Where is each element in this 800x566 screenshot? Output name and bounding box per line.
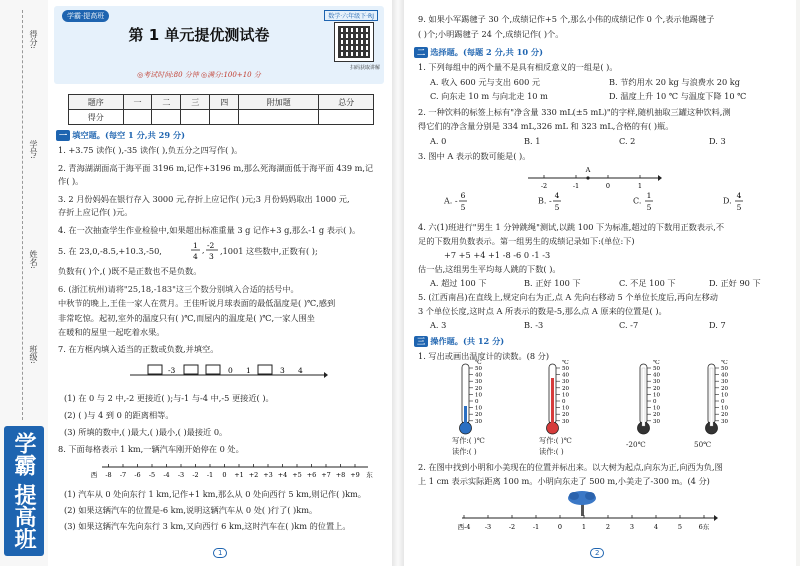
fraction [644, 190, 654, 212]
score-row-label: 得分 [69, 110, 124, 125]
question-line: 5. (江西南昌)在直线上,规定向右为正,点 A 先向右移动 5 个单位长度后,再向左移动 [418, 292, 718, 302]
question-line: (1) 在 0 与 2 中,-2 更接近( );与-1 与-4 中,-5 更接近( )。 [64, 393, 274, 403]
nl7-label: -3 [168, 366, 176, 375]
thermo-tick-label: 10 [653, 392, 660, 399]
option[interactable]: C. 不足 100 下 [619, 278, 676, 288]
nl8-label: -1 [206, 471, 214, 479]
nl8-label: +6 [306, 471, 317, 479]
option[interactable]: D. 正好 90 下 [709, 278, 761, 288]
nl7-label: 4 [298, 366, 303, 375]
section-title: 填空题。(每空 1 分,共 29 分) [72, 130, 185, 140]
thermo-liquid [551, 378, 554, 426]
thermo-tick-label: 0 [475, 399, 479, 405]
answer-box[interactable] [184, 365, 198, 374]
book-gutter [392, 0, 404, 566]
thermo-tick-label: 20 [562, 385, 569, 392]
section-choice [414, 47, 543, 58]
question-line: 7. 在方框内填入适当的正数或负数,并填空。 [58, 344, 219, 354]
page-number: 1 [213, 548, 227, 558]
question-line: 2. 青海湖湖面高于海平面 3196 m,记作+3196 m,那么死海湖面低于海平面 439 m,记 [58, 163, 374, 173]
option[interactable]: B. 正好 100 下 [524, 278, 581, 288]
comma: , [202, 246, 205, 255]
option-letter: D. [723, 196, 735, 206]
thermo-tick-label: 10 [721, 405, 728, 412]
thermo-tick-label: 30 [562, 379, 569, 386]
tree-nl-label: 5 [677, 523, 683, 531]
thermo-column [710, 368, 713, 426]
score-cell[interactable] [123, 110, 152, 125]
thermo-caption: 读作:( ) [452, 447, 477, 456]
thermo-unit: ℃ [721, 360, 728, 366]
question-line: 上 1 cm 表示实际距离 100 m。小明向东走了 500 m,小美走了-300 m。(4 分) [418, 476, 710, 486]
option[interactable]: D. 温度上升 10 ℃ 与温度下降 10 ℃ [609, 91, 747, 101]
score-header-cell: 题序 [69, 95, 124, 110]
axis-arrow [324, 372, 328, 378]
tree-nl-label: 2 [605, 523, 611, 531]
question-line: 4. 在一次抽查学生作业检验中,如果超出标准重量 3 g 记作+3 g,那么-1 g 表示( )。 [58, 225, 361, 235]
question-line: 4. 六(1)班进行"男生 1 分钟跳绳"测试,以跳 100 下为标准,超过的下数用正数表示,不 [418, 222, 725, 232]
thermo-tick-label: 30 [475, 379, 482, 386]
nl8-label: -3 [177, 471, 185, 479]
question-line: 1. 写出或画出温度计的读数。(8 分) [418, 351, 550, 361]
tree-nl-label: 西-4 [457, 523, 471, 531]
score-table [68, 94, 374, 125]
fraction [734, 190, 744, 212]
option[interactable] [538, 190, 562, 212]
option[interactable] [444, 190, 468, 212]
question-line: 3. 图中 A 表示的数可能是( )。 [418, 151, 531, 161]
thermo-tick-label: 50 [653, 366, 660, 372]
axis-arrow [714, 515, 718, 521]
question-line: (3) 如果这辆汽车先向东行 3 km,又向西行 6 km,这时汽车在( )km 的位置上。 [64, 521, 351, 531]
thermo-tick-label: 30 [653, 418, 660, 425]
thermo-liquid [464, 406, 467, 426]
thermo-tick-label: 40 [721, 372, 728, 379]
option[interactable]: C. -7 [619, 320, 639, 330]
data-row: +7 +5 +4 +1 -8 -6 0 -1 -3 [444, 250, 551, 260]
thermo-caption: 读作:( ) [539, 447, 564, 456]
nl8-label: +8 [335, 471, 346, 479]
option[interactable]: A. 收入 600 元与支出 600 元 [430, 77, 541, 87]
option[interactable]: A. 超过 100 下 [430, 278, 487, 288]
nl7-label: 0 [228, 366, 233, 375]
fraction [552, 190, 562, 212]
question-line: 中秋节的晚上,王佳一家人在赏月。王佳听说月球表面的最低温度是( )℃,感到 [58, 298, 336, 308]
thermo-caption: 写作:( )℃ [452, 436, 485, 445]
thermo-caption: -20℃ [626, 440, 646, 449]
fraction-numerator: 4 [554, 191, 560, 200]
question-line: 在暖和的屋里一起吃着水果。 [58, 327, 165, 337]
nl8-label: +7 [321, 471, 331, 479]
question-line: 9. 如果小军踢毽子 30 个,成绩记作+5 个,那么小伟的成绩记作 0 个,表示他踢毽子 [418, 14, 715, 24]
fraction-denominator: 5 [554, 203, 560, 212]
option[interactable] [633, 190, 654, 212]
thermo-tick-label: 0 [721, 399, 725, 405]
nl7-label: 3 [280, 366, 285, 375]
thermo-unit: ℃ [653, 360, 660, 366]
question-line: (2) ( )与 4 到 0 的距离相等。 [64, 410, 174, 420]
thermo-tick-label: 20 [721, 385, 728, 392]
question-line: 作( )。 [58, 176, 84, 186]
fraction-pair [190, 239, 220, 263]
thermo-tick-label: 30 [653, 379, 660, 386]
fraction-numerator: 1 [193, 241, 198, 250]
margin-score-label: 得分: [29, 30, 38, 49]
score-header-cell: 四 [210, 95, 239, 110]
section-operation [414, 336, 504, 347]
question-line: 估一估,这组男生平均每人跳的下数( )。 [418, 264, 561, 274]
section-title: 操作题。(共 12 分) [430, 336, 505, 346]
fraction-denominator: 5 [460, 203, 465, 212]
nl7-label: 1 [246, 366, 251, 375]
thermo-tick-label: 30 [475, 418, 482, 425]
q3-nl-label: 1 [637, 182, 643, 190]
section-number: 三 [414, 336, 428, 347]
point-a [586, 176, 589, 179]
thermo-tick-label: 10 [721, 392, 728, 399]
tree-nl-label: 1 [581, 523, 587, 531]
thermo-caption: 50℃ [694, 440, 712, 449]
fraction-denominator: 5 [646, 203, 652, 212]
nl8-label: -5 [148, 471, 156, 479]
nl8-label: 0 [222, 471, 227, 479]
number-line-q3 [524, 164, 664, 190]
score-table-row [69, 110, 374, 125]
binding-margin [0, 0, 48, 566]
cut-line [22, 10, 23, 420]
fraction-numerator: 1 [646, 191, 652, 200]
section-title: 选择题。(每题 2 分,共 10 分) [430, 47, 543, 57]
option[interactable]: B. 1 [524, 136, 541, 146]
header-band [54, 6, 384, 84]
score-cell[interactable] [239, 110, 319, 125]
page-left [48, 0, 392, 566]
thermo-tick-label: 50 [562, 366, 569, 372]
thermo-tick-label: 10 [562, 392, 569, 399]
q3-nl-label: A [585, 166, 591, 174]
thermo-tick-label: 20 [475, 412, 482, 419]
fraction-numerator: 6 [460, 191, 465, 200]
option[interactable]: D. 7 [709, 320, 726, 330]
question-line: 3. 2 月份妈妈在银行存入 3000 元,存折上应记作( )元;3 月份妈妈取出 1000 元, [58, 194, 350, 204]
question-line: 6. (浙江杭州)请将"25,18,-183"这三个数分别填入合适的括号中。 [58, 284, 299, 294]
question-line: (2) 如果这辆汽车的位置是-6 km,说明这辆汽车从 0 处( )行了( )km。 [64, 505, 318, 515]
number-line-tree [434, 488, 734, 532]
qr-code[interactable] [334, 22, 374, 62]
option-letter: B. - [538, 196, 552, 206]
option[interactable]: B. 节约用水 20 kg 与浪费水 20 kg [609, 77, 740, 87]
score-cell[interactable] [152, 110, 181, 125]
number-line-q8 [90, 460, 380, 482]
tree-nl-label: -1 [532, 523, 540, 531]
question-line: 足的下数用负数表示。第一组男生的成绩记录如下:(单位:下) [418, 236, 635, 246]
question-line: (3) 所填的数中,( )最大,( )最小,( )最接近 0。 [64, 427, 228, 437]
thermo-tick-label: 10 [475, 405, 482, 412]
thermo-tick-label: 10 [475, 392, 482, 399]
tree-icon [568, 491, 596, 516]
option[interactable]: C. 2 [619, 136, 636, 146]
fraction-numerator: -2 [207, 241, 215, 250]
thermometer-icon[interactable] [698, 360, 758, 438]
section-number: 一 [56, 130, 70, 141]
tree-nl-label: 3 [629, 523, 635, 531]
question-line: 1. +3.75 读作( ),-35 读作( ),负五分之四写作( )。 [58, 145, 243, 155]
thermo-tick-label: 30 [721, 379, 728, 386]
question-line: 5. 在 23,0,-8.5,+10.3,-50, [58, 246, 162, 256]
question-line: ,1001 这些数中,正数有( ); [220, 246, 318, 256]
section-fill-in [56, 130, 185, 141]
nl8-label: -7 [119, 471, 127, 479]
tree-nl-label: -3 [484, 523, 492, 531]
nl8-label: +1 [234, 471, 244, 479]
thermo-tick-label: 20 [653, 385, 660, 392]
nl8-label: +9 [350, 471, 360, 479]
question-line: 8. 下面每格表示 1 km,一辆汽车刚开始停在 0 处。 [58, 444, 244, 454]
thermometer-icon[interactable] [452, 360, 512, 438]
thermo-tick-label: 40 [653, 372, 660, 379]
thermometer-icon[interactable] [539, 360, 599, 438]
thermo-tick-label: 40 [475, 372, 482, 379]
thermo-tick-label: 40 [562, 372, 569, 379]
question-line: 1. 下列每组中的两个量不是具有相反意义的一组是( )。 [418, 62, 618, 72]
page-number: 2 [590, 548, 604, 558]
score-header-cell: 一 [123, 95, 152, 110]
thermo-tick-label: 20 [475, 385, 482, 392]
question-line: 负数有( )个,( )既不是正数也不是负数。 [58, 266, 202, 276]
fraction-denominator: 5 [736, 203, 742, 212]
fraction-denominator: 3 [209, 252, 214, 261]
thermo-tick-label: 50 [721, 366, 728, 372]
nl8-label: 西 [90, 471, 98, 479]
thermo-unit: ℃ [475, 360, 482, 366]
nl8-label: -4 [163, 471, 170, 479]
thermo-tick-label: 30 [562, 418, 569, 425]
fraction-numerator: 4 [736, 191, 742, 200]
score-header-cell: 附加题 [239, 95, 319, 110]
answer-box[interactable] [258, 365, 272, 374]
nl8-label: +3 [263, 471, 273, 479]
question-line: 3 个单位长度,这时点 A 所表示的数是-5,那么点 A 原来的位置是( )。 [418, 306, 667, 316]
q3-nl-label: 0 [605, 182, 611, 190]
thermo-tick-label: 0 [653, 399, 657, 405]
grade-tag: 数学·六年级下·RJ [324, 10, 378, 21]
question-line: 2. 一种饮料的标签上标有"净含量 330 mL(±5 mL)"的字样,随机抽取三罐这种饮料,测 [418, 107, 731, 117]
answer-box[interactable] [206, 365, 220, 374]
axis-arrow [658, 175, 662, 181]
nl8-label: -6 [134, 471, 141, 479]
nl8-label: 东 [366, 471, 373, 479]
fraction-denominator: 4 [193, 252, 198, 261]
margin-name-label: 姓名: [29, 250, 38, 269]
tree-nl-label: 0 [557, 523, 563, 531]
page-right [404, 0, 796, 566]
tree-nl-label: 4 [653, 523, 659, 531]
option-letter: C. [633, 196, 644, 206]
score-header-cell: 二 [152, 95, 181, 110]
brand-logo: 学霸 提高班 [4, 426, 44, 556]
score-cell[interactable] [210, 110, 239, 125]
thermo-tick-label: 0 [562, 399, 566, 405]
thermo-column [642, 368, 645, 426]
tree-nl-label: -2 [508, 523, 516, 531]
score-header-cell: 总分 [319, 95, 374, 110]
number-line-q7 [128, 362, 328, 386]
thermo-tick-label: 20 [653, 412, 660, 419]
exam-info: ◎考试时间:80 分钟 ◎满分:100+10 分 [137, 71, 261, 79]
score-header-cell: 三 [181, 95, 210, 110]
question-line: 非常吃惊。起初,室外的温度只有( )℃,而屋内的温度是( )℃,一家人围坐 [58, 313, 315, 323]
thermo-caption: 写作:( )℃ [539, 436, 572, 445]
thermo-tick-label: 50 [475, 366, 482, 372]
page-title: 第 1 单元提优测试卷 [128, 26, 270, 44]
section-number: 二 [414, 47, 428, 58]
thermometer-icon[interactable] [630, 360, 690, 438]
q3-nl-label: -2 [540, 182, 548, 190]
question-line: ( )个;小明踢毽子 24 个,成绩记作( )个。 [418, 29, 564, 39]
margin-class-label: 班级: [29, 345, 38, 364]
question-line: 2. 在图中找到小明和小美现在的位置并标出来。以大树为起点,向东为正,向西为负,图 [418, 462, 723, 472]
option[interactable]: B. -3 [524, 320, 544, 330]
fraction [458, 190, 468, 212]
score-cell[interactable] [319, 110, 374, 125]
margin-student-id-label: 学号: [29, 140, 38, 159]
score-cell[interactable] [181, 110, 210, 125]
option[interactable]: A. 3 [430, 320, 447, 330]
thermo-tick-label: 20 [721, 412, 728, 419]
series-tag: 学霸·提高班 [62, 10, 109, 22]
option[interactable] [723, 190, 744, 212]
score-table-header-row [69, 95, 374, 110]
option[interactable]: A. 0 [430, 136, 447, 146]
nl8-label: -2 [192, 471, 199, 479]
question-line: (1) 汽车从 0 处向东行 1 km,记作+1 km,那么从 0 处向西行 5 km,则记作( )km。 [64, 489, 366, 499]
option[interactable]: D. 3 [709, 136, 726, 146]
thermo-tick-label: 10 [562, 405, 569, 412]
tree-nl-label: 6东 [698, 523, 710, 531]
thermo-tick-label: 30 [721, 418, 728, 425]
nl8-label: +4 [277, 471, 288, 479]
nl8-label: -8 [105, 471, 112, 479]
nl8-label: +5 [292, 471, 302, 479]
answer-box[interactable] [148, 365, 162, 374]
q3-nl-label: -1 [572, 182, 580, 190]
option[interactable]: C. 向东走 10 m 与向北走 10 m [430, 91, 548, 101]
thermo-unit: ℃ [562, 360, 569, 366]
nl8-label: +2 [248, 471, 259, 479]
thermo-tick-label: 10 [653, 405, 660, 412]
question-line: 存折上应记作( )元。 [58, 207, 133, 217]
thermo-tick-label: 20 [562, 412, 569, 419]
option-letter: A. - [444, 196, 458, 206]
question-line: 得它们的净含量分别是 334 mL,326 mL 和 323 mL,合格的有( )瓶。 [418, 121, 674, 131]
qr-caption: 扫码获取讲解 [349, 65, 380, 71]
